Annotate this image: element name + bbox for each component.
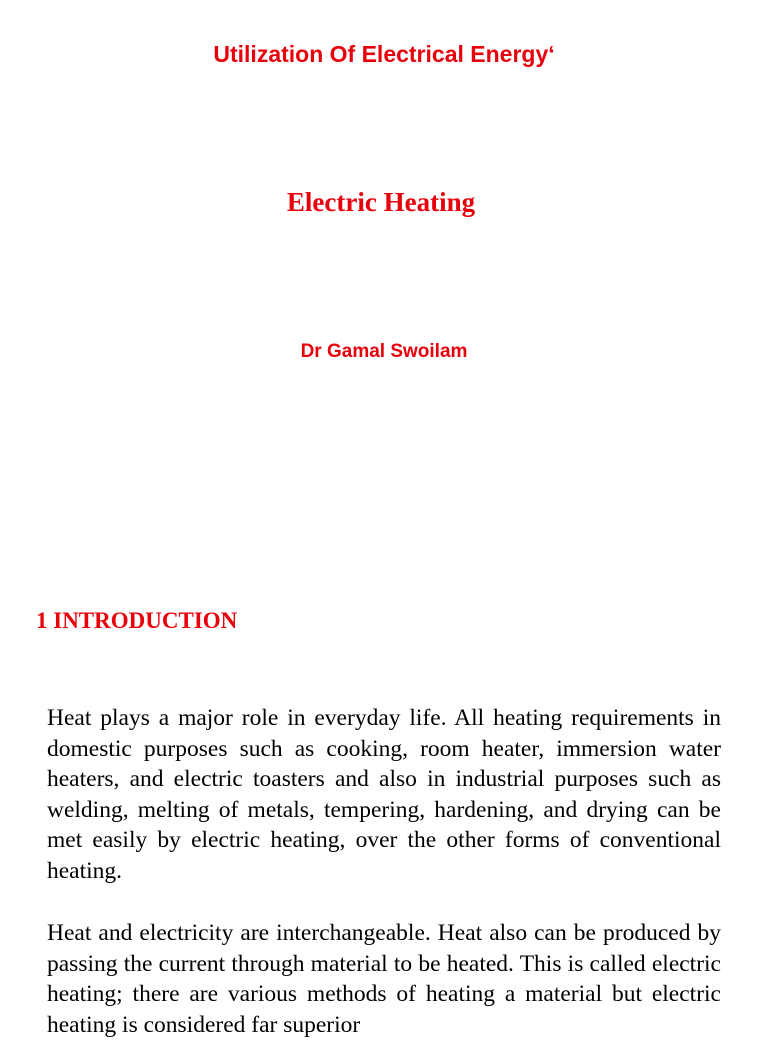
document-title: Utilization Of Electrical Energy‘	[213, 41, 555, 67]
document-author: Dr Gamal Swoilam	[300, 341, 468, 362]
document-subtitle: Electric Heating	[286, 187, 476, 217]
body-paragraph: Heat and electricity are interchangeable. Heat also can be produced by passing the current through material to be heated. This is called electric heating; there are various methods of heating a material but electric heating is considered far superior	[47, 920, 721, 1038]
body-paragraph: Heat plays a major role in everyday life. All heating requirements in domestic purposes such as cooking, room heater, immersion water heaters, and electric toasters and also in industrial purposes such as welding, melting of metals, tempering, hardening, and drying can be met easily by electric heating, over the other forms of conventional heating.	[47, 705, 721, 884]
section-heading: 1 INTRODUCTION	[36, 608, 238, 633]
